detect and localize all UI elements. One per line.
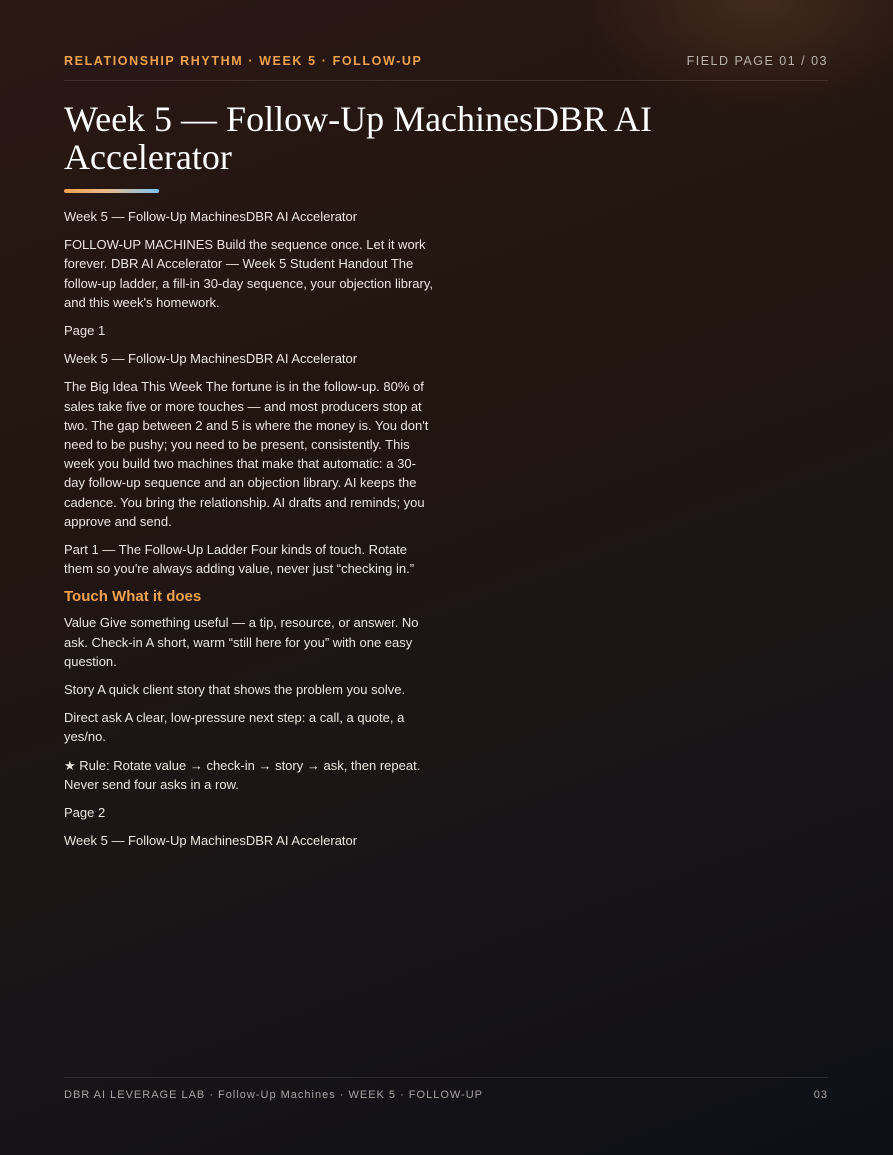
body-paragraph: Week 5 — Follow-Up MachinesDBR AI Accelerator <box>64 351 358 367</box>
page-header <box>64 53 828 81</box>
section-heading: Touch What it does <box>64 588 202 606</box>
section-kicker: RELATIONSHIP RHYTHM · WEEK 5 · FOLLOW-UP <box>64 54 423 68</box>
rule-paragraph: ★ Rule: Rotate value → check-in → story → ask, then repeat. Never send four asks in a row. <box>64 757 421 792</box>
page-title: Week 5 — Follow-Up MachinesDBR AI Accelerator <box>64 99 653 177</box>
body-paragraph: Value Give something useful — a tip, resource, or answer. No ask. Check-in A short, warm “still here for you” with one easy question. <box>64 615 419 669</box>
page-count: FIELD PAGE 01 / 03 <box>686 54 828 68</box>
page-marker: Page 2 <box>64 805 106 821</box>
footer-label: DBR AI LEVERAGE LAB · Follow-Up Machines · WEEK 5 · FOLLOW-UP <box>64 1089 484 1101</box>
title-accent-bar <box>64 189 159 193</box>
body-paragraph: Direct ask A clear, low-pressure next step: a call, a quote, a yes/no. <box>64 710 405 745</box>
body-paragraph: Week 5 — Follow-Up MachinesDBR AI Accelerator <box>64 209 358 224</box>
body-paragraph: Week 5 — Follow-Up MachinesDBR AI Accelerator <box>64 833 358 849</box>
page-footer <box>64 1077 828 1101</box>
body-paragraph: Story A quick client story that shows the problem you solve. <box>64 682 406 698</box>
page-marker: Page 1 <box>64 323 106 339</box>
body-paragraph: FOLLOW-UP MACHINES Build the sequence once. Let it work forever. DBR AI Accelerator — Week 5 Student Handout The follow-up ladder, a fill-in 30-day sequence, your objection library, and this week's homework. <box>64 237 434 310</box>
body-paragraph: Part 1 — The Follow-Up Ladder Four kinds of touch. Rotate them so you're always adding value, never just “checking in.” <box>64 542 415 577</box>
body-paragraph: The Big Idea This Week The fortune is in the follow-up. 80% of sales take five or more touches — and most producers stop at two. The gap between 2 and 5 is where the money is. You don't need to be pushy; you need to be present, consistently. This week you build two machines that make that automatic: a 30-day follow-up sequence and an objection library. AI keeps the cadence. You bring the relationship. AI drafts and reminds; you approve and send. <box>64 379 429 529</box>
footer-page-number: 03 <box>813 1089 828 1101</box>
document-body <box>64 207 436 859</box>
